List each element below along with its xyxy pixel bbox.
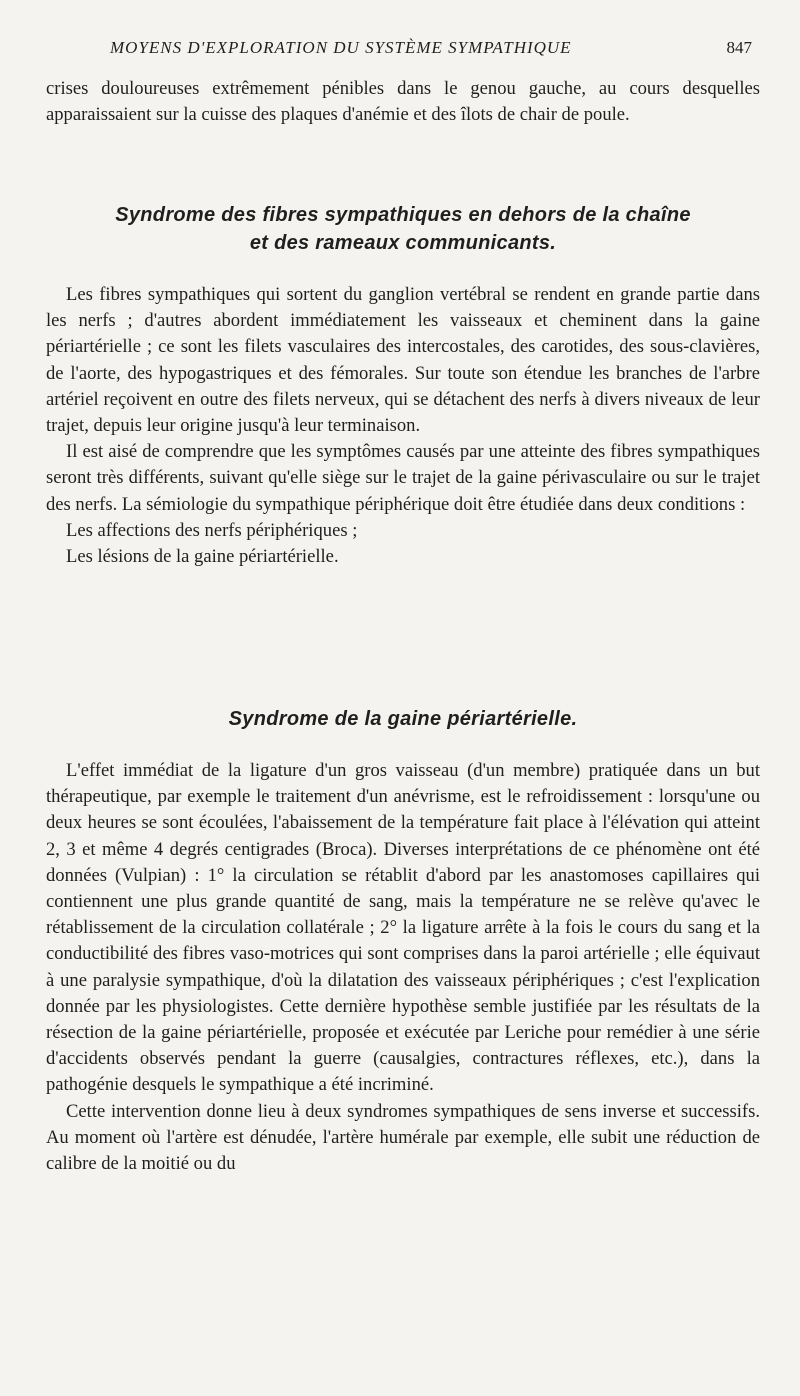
section1-heading [46, 201, 760, 257]
section1-body [46, 282, 760, 570]
section1-heading-line1: Syndrome des fibres sympathiques en dehors de la chaîne [115, 204, 691, 226]
page-number: 847 [726, 38, 752, 57]
section2-paragraph-2: Cette intervention donne lieu à deux syndromes sympathiques de sens inverse et successifs. Au moment où l'artère est dénudée, l'artère humérale par exemple, elle subit une réduction de calibre de la moitié ou du [46, 1100, 760, 1175]
section1-list-item-1: Les affections des nerfs périphériques ; [66, 519, 358, 541]
section2-heading: Syndrome de la gaine périartérielle. [228, 708, 578, 730]
section2-paragraph-1: L'effet immédiat de la ligature d'un gros vaisseau (d'un membre) pratiquée dans un but thérapeutique, par exemple le traitement d'un anévrisme, est le refroidissement : lorsqu'une ou deux heures se sont écoulées, l'abaissement de la température fait place à l'élévation qui atteint 2, 3 et même 4 degrés centigrades (Broca). Diverses interprétations de ce phénomène ont été données (Vulpian) : 1° la circulation se rétablit d'abord par les anastomoses capillaires qui contiennent une plus grande quantité de sang, mais la température ne se relève qu'avec le rétablissement de la circulation collatérale ; 2° la ligature arrête à la fois le cours du sang et la conductibilité des fibres vaso-motrices qui sont comprises dans la paroi artérielle ; elle équivaut à une paralysie sympathique, d'où la dilatation des vaisseaux périphériques ; c'est l'explication donnée par les physiologistes. Cette dernière hypothèse semble justifiée par les résultats de la résection de la gaine périartérielle, proposée et exécutée par Leriche pour remédier à une série d'accidents observés pendant la guerre (causalgies, contractures réflexes, etc.), dans la pathogénie desquels le sympathique a été incriminé. [46, 760, 760, 1096]
running-header [110, 38, 752, 66]
running-title: MOYENS D'EXPLORATION DU SYSTÈME SYMPATHIQUE [110, 38, 572, 57]
section2-heading-block [46, 705, 760, 733]
section1-paragraph-1: Les fibres sympathiques qui sortent du ganglion vertébral se rendent en grande partie dans les nerfs ; d'autres abordent immédiatement les vaisseaux et cheminent dans la gaine périartérielle ; ce sont les filets vasculaires des intercostales, des carotides, des sous-clavières, de l'aorte, des hypogastriques et des fémorales. Sur toute son étendue les branches de l'arbre artériel reçoivent en outre des filets nerveux, qui se détachent des nerfs à divers niveaux de leur trajet, depuis leur origine jusqu'à leur terminaison. [46, 284, 760, 437]
intro-block [46, 76, 760, 128]
section1-list-item-2: Les lésions de la gaine périartérielle. [66, 546, 339, 568]
section1-heading-line2: et des rameaux communicants. [249, 232, 557, 254]
section1-paragraph-2: Il est aisé de comprendre que les symptômes causés par une atteinte des fibres sympathiques seront très différents, suivant qu'elle siège sur le trajet de la gaine périvasculaire ou sur le trajet des nerfs. La sémiologie du sympathique périphérique doit être étudiée dans deux conditions : [46, 441, 760, 515]
intro-paragraph: crises douloureuses extrêmement pénibles dans le genou gauche, au cours desquelles apparaissaient sur la cuisse des plaques d'anémie et des îlots de chair de poule. [46, 78, 760, 126]
section2-body [46, 758, 760, 1177]
